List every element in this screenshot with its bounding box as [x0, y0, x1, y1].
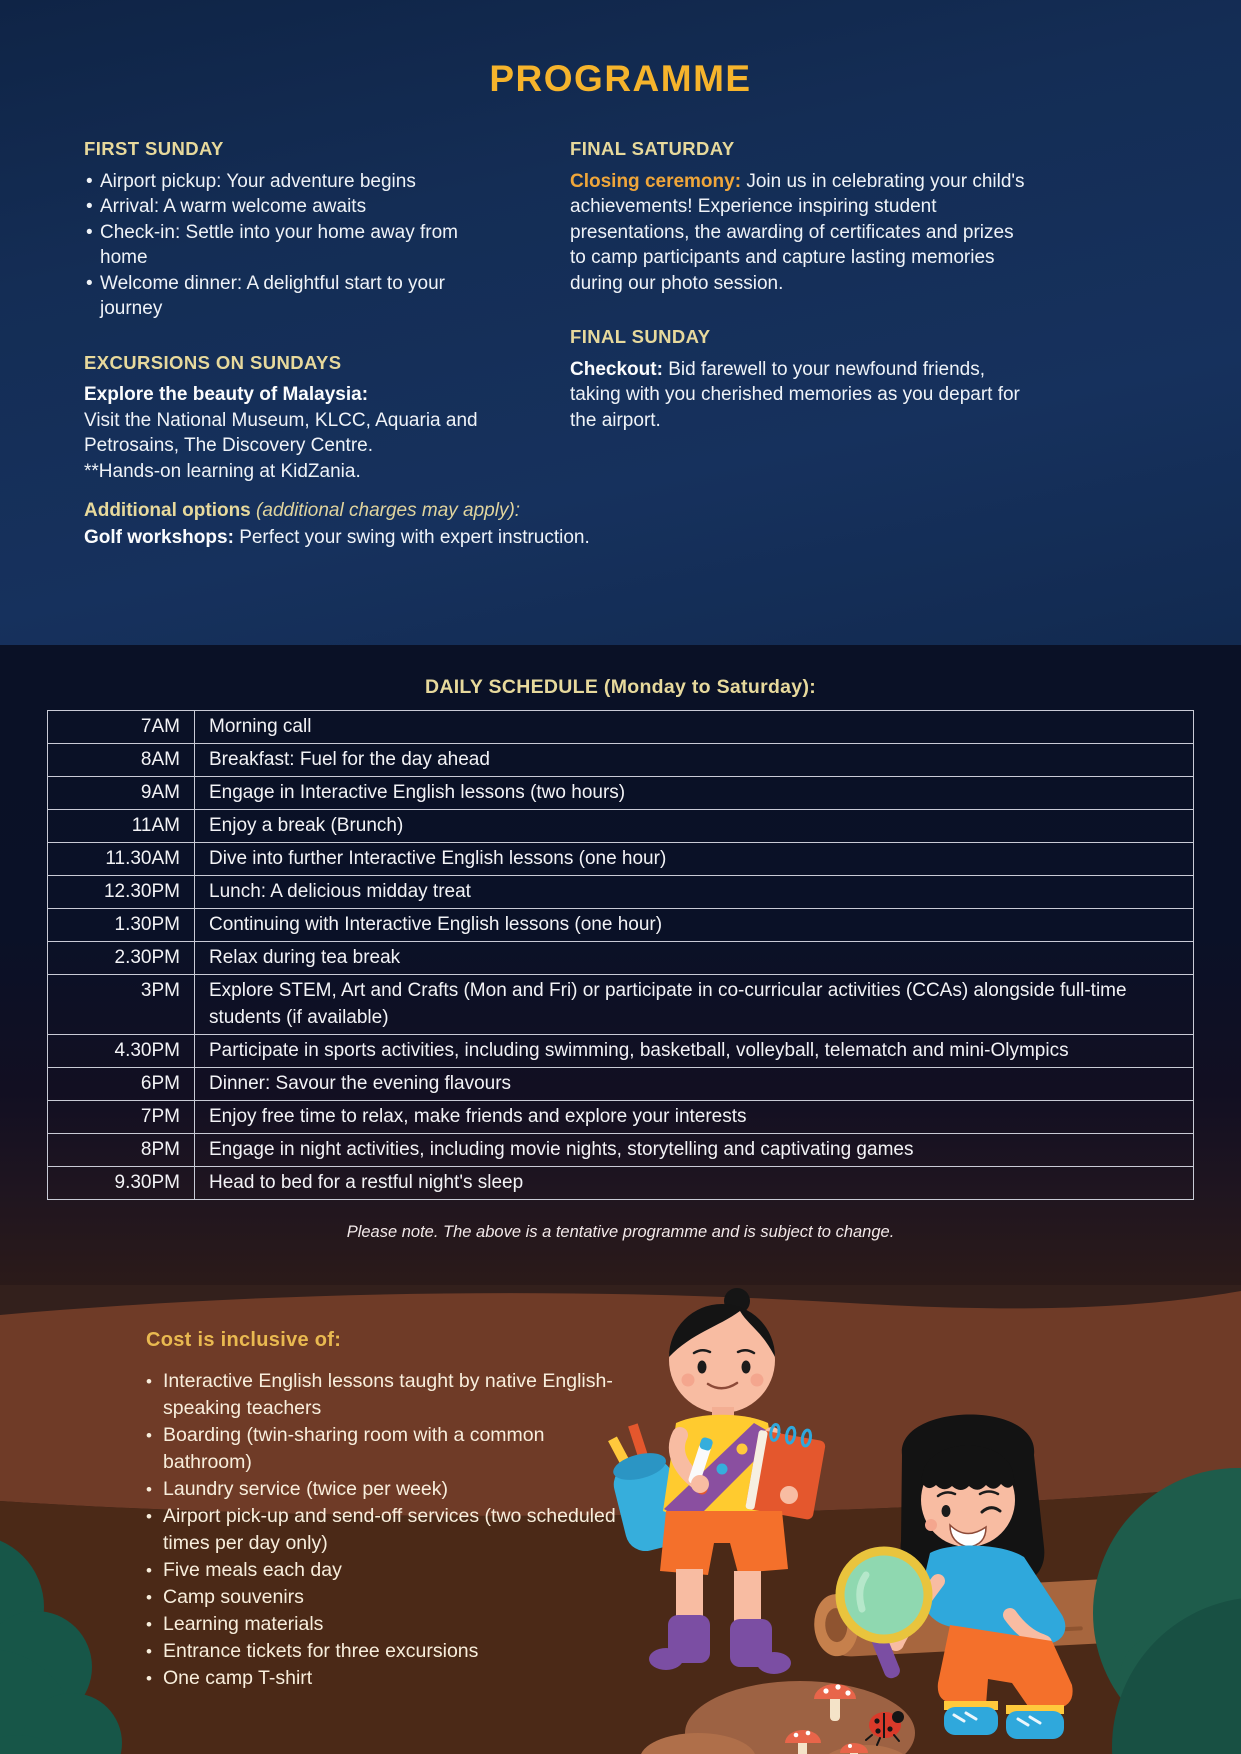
- table-row: [48, 843, 1194, 876]
- list-item: • Airport pickup: Your adventure begins: [84, 169, 502, 195]
- list-item: • One camp T-shirt: [146, 1665, 624, 1692]
- schedule-section: [0, 645, 1241, 1285]
- schedule-activity-cell: Enjoy free time to relax, make friends and explore your interests: [195, 1101, 1194, 1134]
- list-item: • Learning materials: [146, 1611, 624, 1638]
- top-section: [0, 0, 1241, 645]
- golf-workshops-label: Golf workshops:: [84, 527, 234, 548]
- schedule-note: Please note. The above is a tentative programme and is subject to change.: [346, 1223, 895, 1241]
- table-row: [48, 975, 1194, 1035]
- list-item: • Entrance tickets for three excursions: [146, 1638, 624, 1665]
- schedule-activity-cell: Head to bed for a restful night's sleep: [195, 1167, 1194, 1200]
- excursions-heading: EXCURSIONS ON SUNDAYS: [84, 351, 342, 373]
- schedule-heading: DAILY SCHEDULE (Monday to Saturday):: [424, 676, 817, 698]
- schedule-activity-cell: Dinner: Savour the evening flavours: [195, 1068, 1194, 1101]
- schedule-activity-cell: Participate in sports activities, including swimming, basketball, volleyball, telematch and mini-Olympics: [195, 1035, 1194, 1068]
- schedule-activity-cell: Relax during tea break: [195, 942, 1194, 975]
- golf-workshops-text: Perfect your swing with expert instruction.: [239, 527, 590, 548]
- schedule-time-cell: 9AM: [48, 777, 195, 810]
- page-title: PROGRAMME: [489, 58, 752, 99]
- list-item: • Camp souvenirs: [146, 1584, 624, 1611]
- schedule-time-cell: 4.30PM: [48, 1035, 195, 1068]
- right-column: [570, 136, 1028, 433]
- table-row: [48, 942, 1194, 975]
- closing-ceremony-text: Join us in celebrating your child's achievements! Experience inspiring student presentations, the awarding of certificates and prizes to camp participants and capture lasting memories during our photo session.: [570, 170, 1025, 294]
- excursions-footnote: **Hands-on learning at KidZania.: [84, 460, 361, 482]
- schedule-time-cell: 6PM: [48, 1068, 195, 1101]
- schedule-time-cell: 7AM: [48, 711, 195, 744]
- schedule-time-cell: 1.30PM: [48, 909, 195, 942]
- schedule-activity-cell: Continuing with Interactive English lessons (one hour): [195, 909, 1194, 942]
- final-sunday-heading: FINAL SUNDAY: [570, 326, 711, 347]
- schedule-time-cell: 8AM: [48, 744, 195, 777]
- additional-options-label: Additional options: [84, 500, 251, 521]
- cost-list: [146, 1368, 624, 1692]
- schedule-activity-cell: Enjoy a break (Brunch): [195, 810, 1194, 843]
- final-sunday-paragraph: [570, 357, 1028, 434]
- table-row: [48, 876, 1194, 909]
- list-item: • Five meals each day: [146, 1557, 624, 1584]
- schedule-time-cell: 7PM: [48, 1101, 195, 1134]
- first-sunday-list: [84, 169, 502, 322]
- table-row: [48, 1134, 1194, 1167]
- excursions-body: Visit the National Museum, KLCC, Aquaria and Petrosains, The Discovery Centre.: [84, 409, 478, 456]
- list-item: • Welcome dinner: A delightful start to your journey: [84, 271, 502, 322]
- list-item: • Boarding (twin-sharing room with a common bathroom): [146, 1422, 624, 1476]
- schedule-time-cell: 2.30PM: [48, 942, 195, 975]
- schedule-time-cell: 11AM: [48, 810, 195, 843]
- additional-options-note: (additional charges may apply):: [256, 500, 521, 521]
- list-item: • Check-in: Settle into your home away from home: [84, 220, 502, 271]
- left-column: [84, 136, 502, 484]
- schedule-time-cell: 12.30PM: [48, 876, 195, 909]
- additional-options-block: [84, 497, 774, 551]
- list-item: • Airport pick-up and send-off services (two scheduled times per day only): [146, 1503, 624, 1557]
- list-item: • Interactive English lessons taught by native English-speaking teachers: [146, 1368, 624, 1422]
- schedule-activity-cell: Morning call: [195, 711, 1194, 744]
- cost-section: [0, 1285, 1241, 1754]
- table-row: [48, 744, 1194, 777]
- daily-schedule-table: [47, 710, 1194, 1200]
- cost-heading: Cost is inclusive of:: [146, 1329, 342, 1351]
- schedule-activity-cell: Explore STEM, Art and Crafts (Mon and Fri) or participate in co-curricular activities (CCAs) alongside full-time students (if available): [195, 975, 1194, 1035]
- checkout-text: Bid farewell to your newfound friends, taking with you cherished memories as you depart for the airport.: [570, 358, 1020, 431]
- schedule-time-cell: 3PM: [48, 975, 195, 1035]
- table-row: [48, 1068, 1194, 1101]
- final-saturday-heading: FINAL SATURDAY: [570, 138, 735, 159]
- schedule-time-cell: 9.30PM: [48, 1167, 195, 1200]
- schedule-activity-cell: Breakfast: Fuel for the day ahead: [195, 744, 1194, 777]
- table-row: [48, 909, 1194, 942]
- schedule-time-cell: 11.30AM: [48, 843, 195, 876]
- excursions-lead: Explore the beauty of Malaysia:: [84, 384, 369, 405]
- schedule-activity-cell: Engage in night activities, including movie nights, storytelling and captivating games: [195, 1134, 1194, 1167]
- schedule-time-cell: 8PM: [48, 1134, 195, 1167]
- table-row: [48, 711, 1194, 744]
- schedule-activity-cell: Dive into further Interactive English lessons (one hour): [195, 843, 1194, 876]
- golf-workshops-line: [84, 524, 774, 551]
- first-sunday-heading: FIRST SUNDAY: [84, 138, 224, 159]
- cost-inclusive-block: [146, 1329, 624, 1692]
- checkout-label: Checkout:: [570, 358, 663, 380]
- schedule-activity-cell: Lunch: A delicious midday treat: [195, 876, 1194, 909]
- additional-options-line: [84, 497, 774, 524]
- table-row: [48, 777, 1194, 810]
- closing-ceremony-label: Closing ceremony:: [570, 170, 742, 192]
- table-row: [48, 1101, 1194, 1134]
- table-row: [48, 810, 1194, 843]
- table-row: [48, 1035, 1194, 1068]
- list-item: • Laundry service (twice per week): [146, 1476, 624, 1503]
- list-item: • Arrival: A warm welcome awaits: [84, 194, 502, 220]
- schedule-activity-cell: Engage in Interactive English lessons (two hours): [195, 777, 1194, 810]
- table-row: [48, 1167, 1194, 1200]
- final-saturday-paragraph: [570, 169, 1028, 297]
